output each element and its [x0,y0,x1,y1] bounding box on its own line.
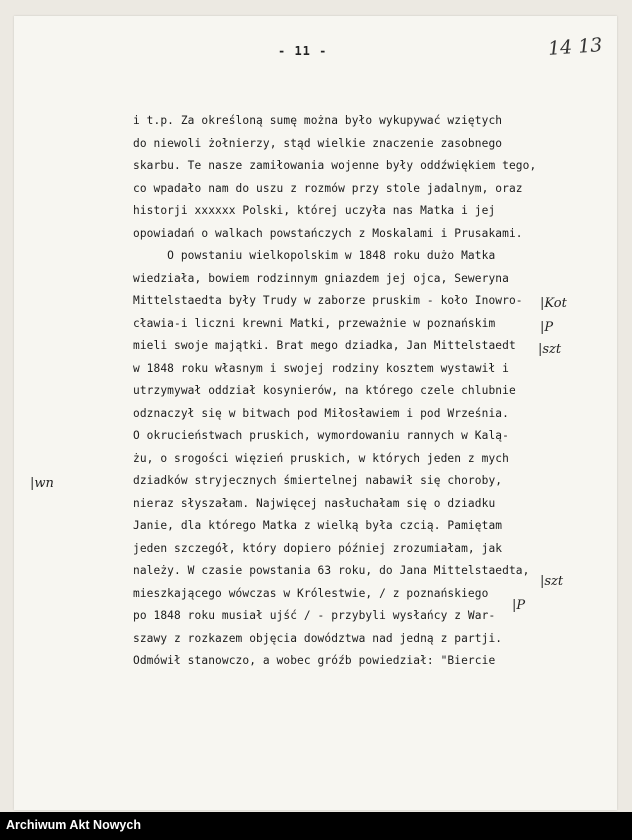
archive-footer [0,812,632,840]
text-line: co wpadało nam do uszu z rozmów przy stole jadalnym, oraz [133,181,523,195]
archive-reference: 14 13 [547,34,604,60]
text-line: mieszkającego wówczas w Królestwie, / z poznańskiego [133,586,489,600]
margin-note: |P [540,320,554,335]
text-line: jeden szczegół, który dopiero później zrozumiałam, jak [133,541,503,555]
text-line: po 1848 roku musiał ujść / - przybyli wysłańcy z War- [133,609,496,622]
text-line: O powstaniu wielkopolskim w 1848 roku dużo Matka [133,249,496,262]
text-line: dziadków stryjecznych śmiertelnej nabawił się choroby, [133,474,503,487]
margin-note: |wn [30,476,54,491]
text-line: odznaczył się w bitwach pod Miłosławiem i pod Września. [133,406,509,420]
typed-text-body [133,110,537,673]
margin-note: |P [512,598,526,613]
margin-note: |Kot [540,296,567,311]
page-number: - 11 - [278,44,328,58]
text-line: i t.p. Za określoną sumę można było wykupywać wziętych [133,114,503,127]
text-line: nieraz słyszałam. Najwięcej nasłuchałam się o dziadku [133,496,496,510]
archive-label: Archiwum Akt Nowych [6,818,141,832]
text-line: do niewoli żołnierzy, stąd wielkie znaczenie zasobnego [133,136,503,150]
text-line: utrzymywał oddział kosynierów, na którego czele chlubnie [133,384,516,397]
text-line: należy. W czasie powstania 63 roku, do Jana Mittelstaedta, [133,564,530,577]
text-line: historji xxxxxx Polski, której uczyła nas Matka i jej [133,204,496,217]
text-line: mieli swoje majątki. Brat mego dziadka, Jan Mittelstaedt [133,339,516,352]
margin-note: |szt [540,574,564,589]
text-line: opowiadań o walkach powstańczych z Moskalami i Prusakami. [133,226,523,240]
text-line: Janie, dla którego Matka z wielką była czcią. Pamiętam [133,519,503,532]
text-line: szawy z rozkazem objęcia dowództwa nad jedną z partji. [133,631,503,645]
text-line: Odmówił stanowczo, a wobec gróźb powiedział: "Biercie [133,654,496,667]
text-line: cławia-i liczni krewni Matki, przeważnie w poznańskim [133,316,496,330]
text-line: skarbu. Te nasze zamiłowania wojenne były oddźwiękiem tego, [133,159,537,172]
text-line: w 1848 roku własnym i swojej rodziny kosztem wystawił i [133,361,509,375]
text-line: żu, o srogości więzień pruskich, w których jeden z mych [133,451,509,465]
margin-note: |szt [538,342,562,357]
text-line: O okrucieństwach pruskich, wymordowaniu rannych w Kalą- [133,429,509,442]
text-line: Mittelstaedta były Trudy w zaborze pruskim - koło Inowro- [133,294,523,307]
text-line: wiedziała, bowiem rodzinnym gniazdem jej ojca, Seweryna [133,271,509,285]
